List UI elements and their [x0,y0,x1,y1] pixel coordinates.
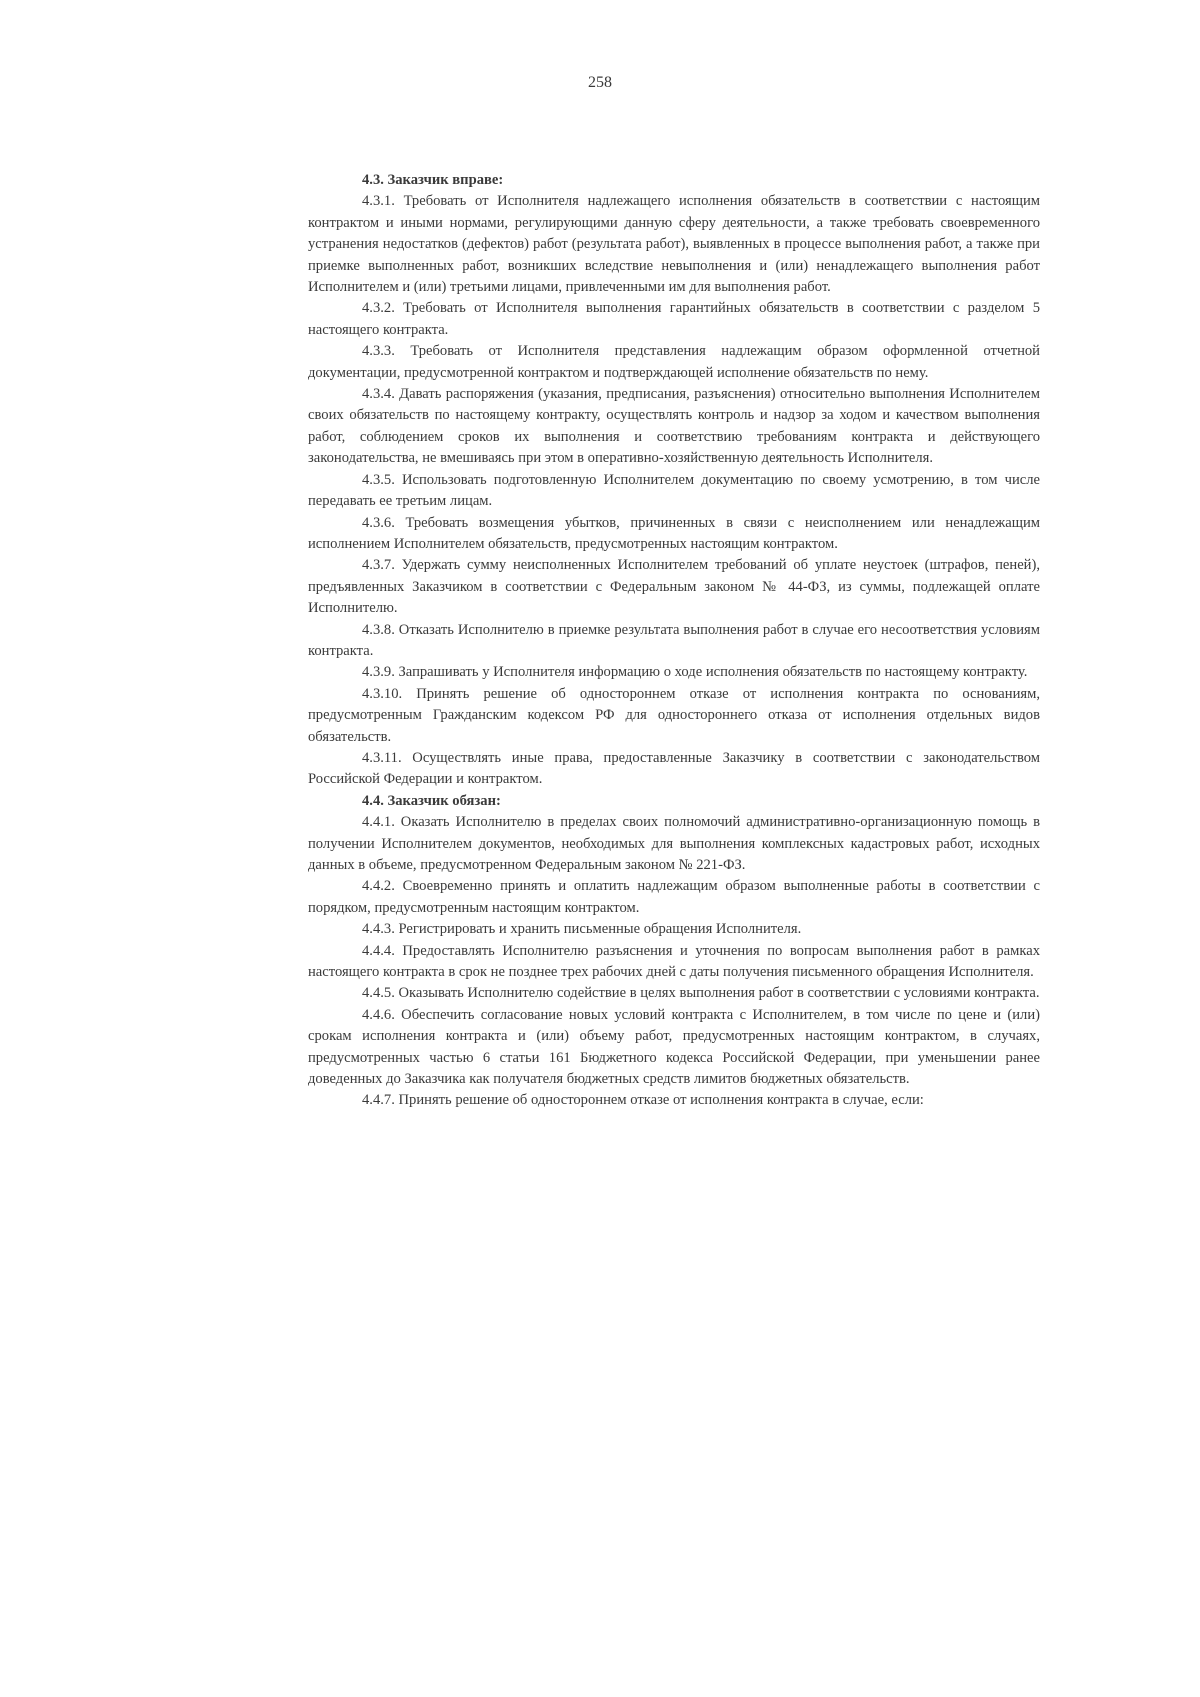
clause-4-3-5: 4.3.5. Использовать подготовленную Исполнителем документацию по своему усмотрению, в том числе передавать ее третьим лицам. [308,471,1040,510]
clause-4-3-9: 4.3.9. Запрашивать у Исполнителя информацию о ходе исполнения обязательств по настоящему контракту. [362,664,1028,681]
clause-4-4-6: 4.4.6. Обеспечить согласование новых условий контракта с Исполнителем, в том числе по цене и (или) срокам исполнения контракта и (или) объему работ, предусмотренных настоящим контрактом, в случаях, предусмотренных частью 6 статьи 161 Бюджетного кодекса Российской Федерации, при уменьшении ранее доведенных до Заказчика как получателя бюджетных средств лимитов бюджетных обязательств. [308,1006,1040,1088]
document-body [308,170,1040,1112]
clause-4-3-6: 4.3.6. Требовать возмещения убытков, причиненных в связи с неисполнением или ненадлежащим исполнением Исполнителем обязательств, предусмотренных настоящим контрактом. [308,514,1040,552]
page-number: 258 [588,74,612,91]
clause-4-3-11: 4.3.11. Осуществлять иные права, предоставленные Заказчику в соответствии с законодательством Российской Федерации и контрактом. [308,749,1040,788]
clause-4-3-8: 4.3.8. Отказать Исполнителю в приемке результата выполнения работ в случае его несоответствия условиям контракта. [308,621,1040,659]
clause-4-3-10: 4.3.10. Принять решение об одностороннем отказе от исполнения контракта по основаниям, предусмотренным Гражданским кодексом РФ для одностороннего отказа от исполнения отдельных видов обязательств. [308,685,1040,745]
clause-4-3-4: 4.3.4. Давать распоряжения (указания, предписания, разъяснения) относительно выполнения Исполнителем своих обязательств по настоящему контракту, осуществлять контроль и надзор за ходом и качеством выполнения работ, соблюдением сроков их выполнения и соответствию требованиям контракта и действующего законодательства, не вмешиваясь при этом в оперативно-хозяйственную деятельность Исполнителя. [308,386,1040,467]
clause-4-3-2: 4.3.2. Требовать от Исполнителя выполнения гарантийных обязательств в соответствии с разделом 5 настоящего контракта. [308,300,1040,338]
clause-4-3-7: 4.3.7. Удержать сумму неисполненных Исполнителем требований об уплате неустоек (штрафов, пеней), предъявленных Заказчиком в соответствии с Федеральным законом № 44-ФЗ, из суммы, подлежащей оплате Исполнителю. [308,557,1040,617]
clause-4-4-5: 4.4.5. Оказывать Исполнителю содействие в целях выполнения работ в соответствии с условиями контракта. [362,985,1040,1002]
clause-4-3-3: 4.3.3. Требовать от Исполнителя представления надлежащим образом оформленной отчетной документации, предусмотренной контрактом и подтверждающей исполнение обязательств по нему. [308,343,1040,381]
section-heading-4-4: 4.4. Заказчик обязан: [362,792,501,809]
clause-4-4-4: 4.4.4. Предоставлять Исполнителю разъяснения и уточнения по вопросам выполнения работ в рамках настоящего контракта в срок не позднее трех рабочих дней с даты получения письменного обращения Исполнителя. [308,942,1040,981]
clause-4-3-1: 4.3.1. Требовать от Исполнителя надлежащего исполнения обязательств в соответствии с настоящим контрактом и иными нормами, регулирующими данную сферу деятельности, а также требовать своевременного устранения недостатков (дефектов) работ (результата работ), выявленных в процессе выполнения работ, а также при приемке выполненных работ, возникших вследствие невыполнения и (или) ненадлежащего выполнения работ Исполнителем и (или) третьими лицами, привлеченными им для выполнения работ. [308,193,1040,296]
section-heading-4-3: 4.3. Заказчик вправе: [362,172,504,188]
clause-4-4-1: 4.4.1. Оказать Исполнителю в пределах своих полномочий административно-организационную помощь в получении Исполнителем документов, необходимых для выполнения комплексных кадастровых работ, исходных данных в объеме, предусмотренном Федеральным законом № 221-ФЗ. [308,814,1040,873]
clause-4-4-3: 4.4.3. Регистрировать и хранить письменные обращения Исполнителя. [362,921,802,938]
clause-4-4-7: 4.4.7. Принять решение об одностороннем отказе от исполнения контракта в случае, если: [362,1092,924,1109]
clause-4-4-2: 4.4.2. Своевременно принять и оплатить надлежащим образом выполненные работы в соответствии с порядком, предусмотренным настоящим контрактом. [308,878,1040,916]
